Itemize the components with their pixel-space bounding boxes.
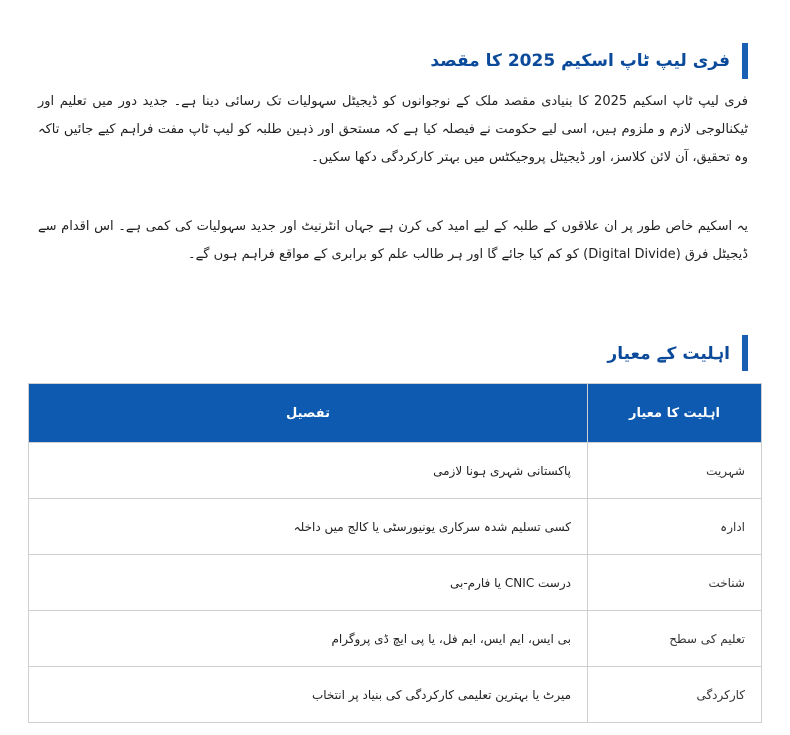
criterion-cell: شہریت — [588, 443, 762, 499]
table-row — [29, 499, 762, 555]
table-row — [29, 667, 762, 723]
section-heading-purpose: فری لیپ ٹاپ اسکیم 2025 کا مقصد — [430, 43, 748, 79]
table-row — [29, 555, 762, 611]
detail-cell: کسی تسلیم شدہ سرکاری یونیورسٹی یا کالج میں داخلہ — [29, 499, 588, 555]
criterion-cell: کارکردگی — [588, 667, 762, 723]
section-heading-eligibility: اہلیت کے معیار — [607, 335, 748, 371]
table-header-row — [29, 384, 762, 443]
detail-cell: میرٹ یا بہترین تعلیمی کارکردگی کی بنیاد پر انتخاب — [29, 667, 588, 723]
criterion-cell: شناخت — [588, 555, 762, 611]
detail-cell: پاکستانی شہری ہونا لازمی — [29, 443, 588, 499]
purpose-paragraph-2: یہ اسکیم خاص طور پر ان علاقوں کے طلبہ کے لیے امید کی کرن ہے جہاں انٹرنیٹ اور جدید سہولیات کی کمی ہے۔ اس اقدام سے ڈیجیٹل فرق (Digital Divide) کو کم کیا جائے گا اور ہر طالب علم کو برابری کے مواقع فراہم ہوں گے۔ — [38, 219, 748, 262]
eligibility-table — [28, 383, 762, 723]
header-criterion: اہلیت کا معیار — [588, 384, 762, 443]
criterion-cell: ادارہ — [588, 499, 762, 555]
criterion-cell: تعلیم کی سطح — [588, 611, 762, 667]
header-detail: تفصیل — [29, 384, 588, 443]
detail-cell: درست CNIC یا فارم-بی — [29, 555, 588, 611]
detail-cell: بی ایس، ایم ایس، ایم فل، یا پی ایچ ڈی پروگرام — [29, 611, 588, 667]
purpose-paragraph-1: فری لیپ ٹاپ اسکیم 2025 کا بنیادی مقصد ملک کے نوجوانوں کو ڈیجیٹل سہولیات تک رسائی دینا ہے۔ جدید دور میں تعلیم اور ٹیکنالوجی لازم و ملزوم ہیں، اسی لیے حکومت نے فیصلہ کیا ہے کہ مستحق اور ذہین طلبہ کو لیپ ٹاپ مفت فراہم کیے جائیں تاکہ وہ تحقیق، آن لائن کلاسز، اور ڈیجیٹل پروجیکٹس میں بہتر کارکردگی دکھا سکیں۔ — [38, 94, 748, 165]
table-row — [29, 443, 762, 499]
table-row — [29, 611, 762, 667]
